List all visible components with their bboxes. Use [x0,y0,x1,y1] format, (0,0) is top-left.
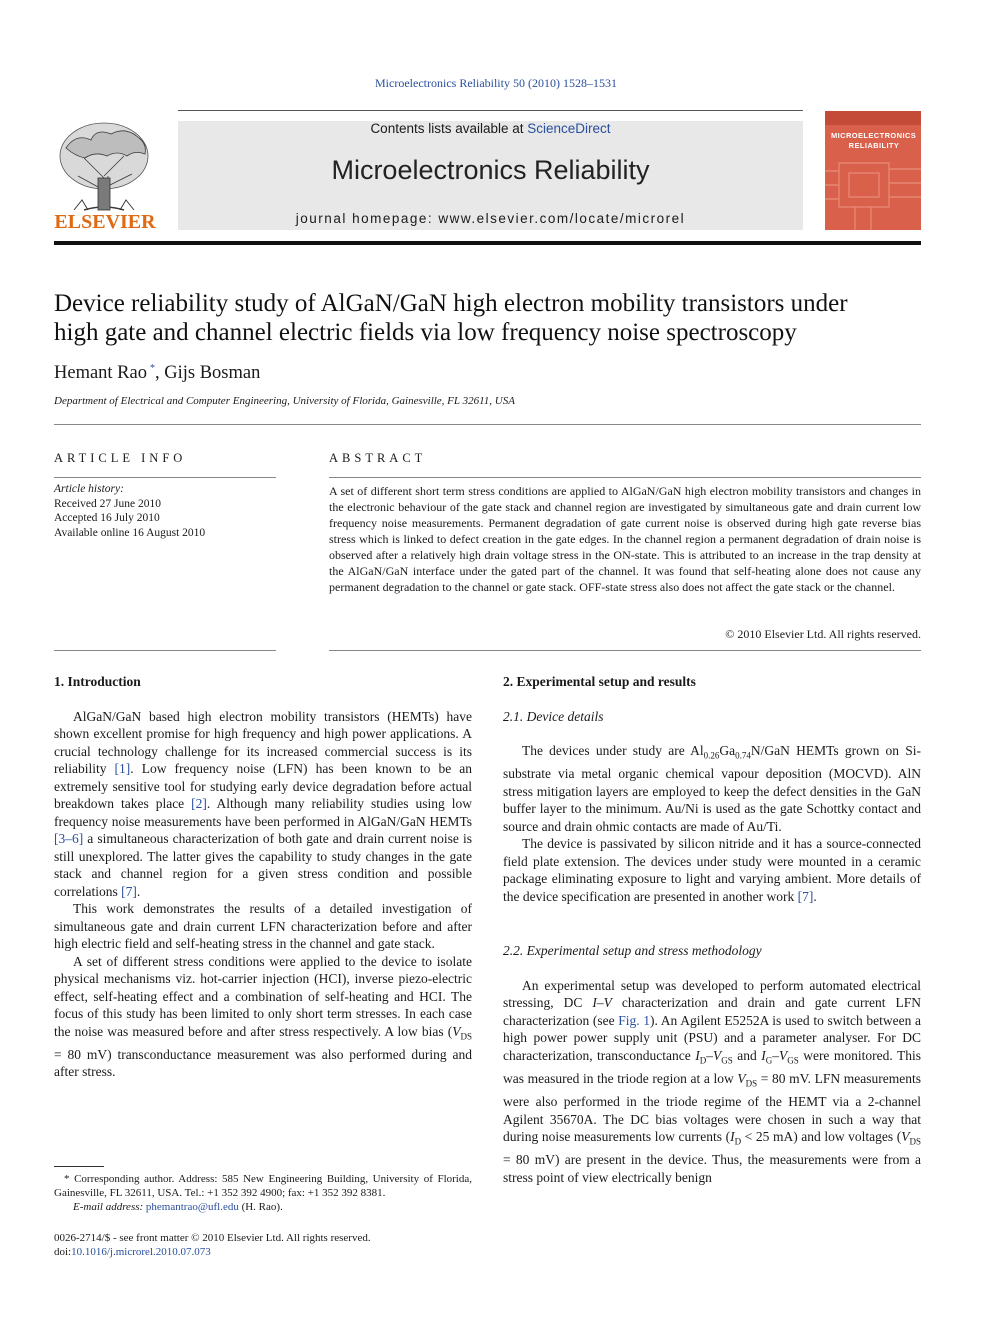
contents-line [178,121,803,136]
footnote-address: * Corresponding author. Address: 585 New Engineering Building, University of Florida, Gainesville, FL 32611, USA. Tel.: +1 352 392 4900; fax: +1 352 392 8381. [54,1173,472,1199]
contents-prefix: Contents lists available at [370,121,528,136]
journal-title: Microelectronics Reliability [331,155,650,185]
masthead-top-rule [178,110,803,111]
cover-title [831,131,917,151]
article-info-bottom-rule [54,650,276,651]
history-label: Article history: [54,483,124,495]
issn-line: 0026-2714/$ - see front matter © 2010 Elsevier Ltd. All rights reserved. [54,1232,371,1244]
corresponding-author-footnote [54,1172,472,1214]
cover-title-line1: MICROELECTRONICS [831,131,917,140]
intro-paragraph-1: AlGaN/GaN based high electron mobility transistors (HEMTs) have shown excellent promise for high frequency and high power applications. A crucial technology challenge for its increased commercial success is its reliability [1]. Low frequency noise (LFN) has been known to be an extremely sensitive tool for studying early device degradation before actual breakdown takes place [2]. Although many reliability studies using low frequency noise measurements have been performed in AlGaN/GaN HEMTs [3–6] a simultaneous characterization of both gate and drain current noise is still unexplored. The latter gives the capability to study changes in the gate stack and channel region for a given stress condition and possible correlations [7]. [54,708,472,899]
doi-line: doi:10.1016/j.microrel.2010.07.073 [54,1246,211,1258]
intro-paragraph-3: A set of different stress conditions were applied to the device to isolate physical mechanisms viz. hot-carrier injection (HCI), inverse piezo-electric effect, self-heating effect and a combination of self-heating and HCI. The focus of this study has been limited to only short term stresses. In each case the noise was measured before and after stress respectively. A low bias ($V_{DS} = 80$ mV) transconductance measurement was also performed during and after stress. [54,953,472,1080]
device-details-paragraph-2: The device is passivated by silicon nitride and it has a source-connected field plate extension. The devices under study were mounted in a ceramic package eliminating exposure to light and varying ambient. More details of the device specification are presented in another work [7]. [503,836,921,904]
footnote-rule [54,1166,104,1167]
author-affiliation: Department of Electrical and Computer Engineering, University of Florida, Gainesville, FL 32611, USA [54,395,515,407]
author-list [54,363,260,384]
journal-citation[interactable]: Microelectronics Reliability 50 (2010) 1528–1531 [375,76,617,90]
doi-link[interactable]: 10.1016/j.microrel.2010.07.073 [71,1246,211,1258]
sciencedirect-link[interactable]: ScienceDirect [527,121,611,136]
author-2[interactable]: Gijs Bosman [164,363,261,384]
title-line-1: Device reliability study of AlGaN/GaN high electron mobility transistors under [54,290,848,317]
ref-1-link[interactable]: [1] [114,761,131,776]
abstract-copyright: © 2010 Elsevier Ltd. All rights reserved. [725,627,921,641]
title-section-rule [54,424,921,425]
left-column [54,673,472,1081]
ref-7-link[interactable]: [7] [121,883,137,899]
journal-cover-thumbnail [825,111,921,230]
intro-heading: 1. Introduction [54,674,141,689]
cover-title-line2: RELIABILITY [848,141,900,150]
device-details-paragraph-1: The devices under study are $Al_{0.26}Ga_{0.74}N$/GaN HEMTs grown on Si-substrate via metal organic chemical vapour deposition (MOCVD). AlN stress mitigation layers are employed to keep the defect densities in the GaN buffer layer to the minimum. Au/Ni is used as the gate Schottky contact and source and drain ohmic contacts are made of Au/Ti. [503,743,921,834]
abstract-text: A set of different short term stress conditions are applied to AlGaN/GaN high electron mobility transistors and changes in the electronic behaviour of the gate stack and channel region are investigated by simultaneous gate and drain current low frequency noise measurements. Permanent degradation of gate current noise is observed during high gate reverse bias stress which is linked to defect creation in the gate edges. In the channel region a permanent degradation of drain noise is observed after a relatively high drain voltage stress in the ON-state. This is attributed to an increase in the trap density at the AlGaN/GaN interface under the gated part of the channel. It was found that self-heating alone does not cause any permanent degradation to the channel or gate stack. OFF-state stress also does not affect the gate stack or the channel. [329,484,921,594]
abstract-rule [329,477,921,478]
history-accepted: Accepted 16 July 2010 [54,512,160,524]
article-history [54,482,205,540]
setup-paragraph: An experimental setup was developed to perform automated electrical stressing, DC I–V characterization and drain and gate current LFN characterization (see Fig. 1). An Agilent E5252A is used to switch between a high power power supply unit (PSU) and a parameter analyser. For DC characterization, transconductance $I_D-V_{GS}$ and $I_G-V_{GS}$ were monitored. This was measured in the triode region at a low $V_{DS} = 80$ mV. LFN measurements were also performed in the triode regime of the HEMT via a 2-channel Agilent 35670A. The DC bias voltages were chosen in such a way that during noise measurements low currents ($I_D < 25$ mA) and low voltages ($V_{DS} = 80$ mV) are present in the device. Thus, the measurements were from a stress point of view electrically benign [503,977,922,1185]
article-info-rule [54,477,276,478]
author-separator: , [155,363,165,384]
ref-2-link[interactable]: [2] [191,796,207,811]
article-title [54,289,934,347]
cover-pattern [825,111,921,230]
ref-3-6-link[interactable]: [3–6] [54,831,84,846]
footnote-email: E-mail address: phemantrao@ufl.edu (H. Rao). [73,1201,283,1213]
abstract-label: ABSTRACT [329,451,427,465]
history-available: Available online 16 August 2010 [54,526,206,539]
abstract-bottom-rule [329,650,921,651]
title-line-2: high gate and channel electric fields via low frequency noise spectroscopy [54,319,797,346]
ref-7-link-2[interactable]: [7] [797,888,814,904]
article-info-label: ARTICLE INFO [54,451,187,465]
section-2-heading: 2. Experimental setup and results [503,674,696,689]
figure-1-link[interactable]: Fig. 1 [618,1012,651,1028]
journal-homepage[interactable]: journal homepage: www.elsevier.com/locate/microrel [295,211,686,226]
elsevier-wordmark: ELSEVIER [54,211,156,233]
history-received: Received 27 June 2010 [54,497,161,510]
front-matter-info [54,1231,371,1259]
author-email-link[interactable]: phemantrao@ufl.edu [145,1201,239,1213]
masthead-bottom-rule [54,241,921,245]
author-1[interactable]: Hemant Rao [54,363,147,384]
section-2-1-heading: 2.1. Device details [503,708,604,724]
corresponding-author-mark[interactable]: * [150,363,155,374]
section-2-2-heading: 2.2. Experimental setup and stress methodology [503,943,762,959]
right-column [503,673,921,1186]
intro-paragraph-2: This work demonstrates the results of a detailed investigation of simultaneous gate and drain current LFN characterization before and after high electric field and self-heating stress in the channel and gate stack. [54,901,472,951]
